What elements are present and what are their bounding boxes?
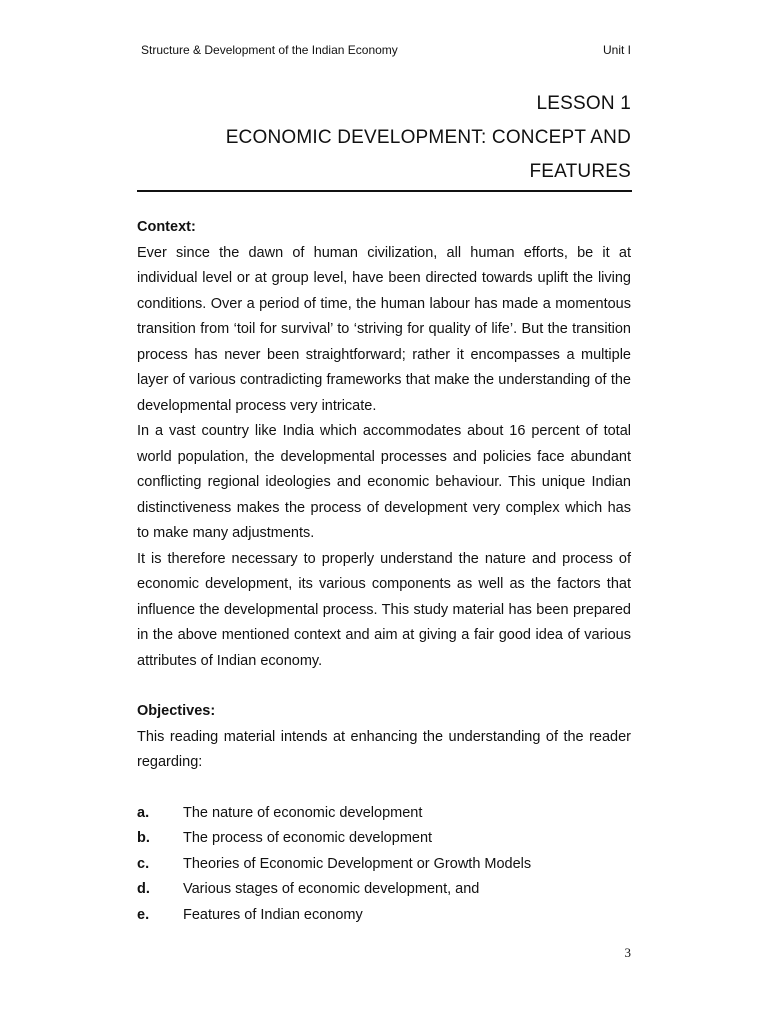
list-item-marker: e. <box>137 906 150 923</box>
list-item <box>137 826 631 852</box>
objectives-list <box>137 801 631 929</box>
list-item-marker: c. <box>137 855 150 872</box>
heading-divider <box>137 190 632 192</box>
lesson-title-line-2: FEATURES <box>529 161 631 182</box>
lesson-body <box>137 215 631 928</box>
list-item-text: The process of economic development <box>183 830 433 846</box>
list-item <box>137 903 631 929</box>
list-spacer <box>137 776 631 801</box>
list-item <box>137 877 631 903</box>
objectives-heading: Objectives: <box>137 703 216 719</box>
lesson-number: LESSON 1 <box>536 93 631 114</box>
running-header-unit: Unit I <box>602 43 631 57</box>
list-item <box>137 801 631 827</box>
running-header-title: Structure & Development of the Indian Economy <box>141 43 398 57</box>
lesson-title-line-1: ECONOMIC DEVELOPMENT: CONCEPT AND <box>225 127 631 148</box>
list-item-text: The nature of economic development <box>183 804 423 821</box>
list-item-text: Features of Indian economy <box>183 906 363 923</box>
objectives-intro: This reading material intends at enhancing the understanding of the reader regarding: <box>137 728 631 770</box>
list-item-marker: a. <box>137 804 150 821</box>
context-section <box>137 215 631 674</box>
objectives-section <box>137 699 631 928</box>
context-paragraph: It is therefore necessary to properly understand the nature and process of economic development, its various components as well as the factors that influence the developmental process. This study material has been prepared in the above mentioned context and aim at giving a fair good idea of various attributes of Indian economy. <box>137 550 631 669</box>
running-header <box>141 43 631 57</box>
list-item-text: Various stages of economic development, and <box>183 881 480 897</box>
list-item <box>137 852 631 878</box>
list-item-marker: b. <box>137 830 150 846</box>
list-item-text: Theories of Economic Development or Growth Models <box>183 855 532 872</box>
page-number: 3 <box>624 945 631 960</box>
list-item-marker: d. <box>137 881 150 897</box>
context-heading: Context: <box>137 219 196 235</box>
section-spacer <box>137 674 631 699</box>
context-paragraph: Ever since the dawn of human civilization, all human efforts, be it at individual level or at group level, have been directed towards uplift the living conditions. Over a period of time, the human labour has made a momentous transition from ‘toil for survival’ to ‘striving for quality of life’. But the transition process has never been straightforward; rather it encompasses a multiple layer of various contradicting frameworks that make the understanding of the developmental process very intricate. <box>137 244 631 414</box>
lesson-heading <box>111 87 631 189</box>
context-paragraph: In a vast country like India which accommodates about 16 percent of total world population, the developmental processes and policies face abundant conflicting regional ideologies and economic behaviour. This unique Indian distinctiveness makes the process of development very complex which has to make many adjustments. <box>137 423 631 541</box>
